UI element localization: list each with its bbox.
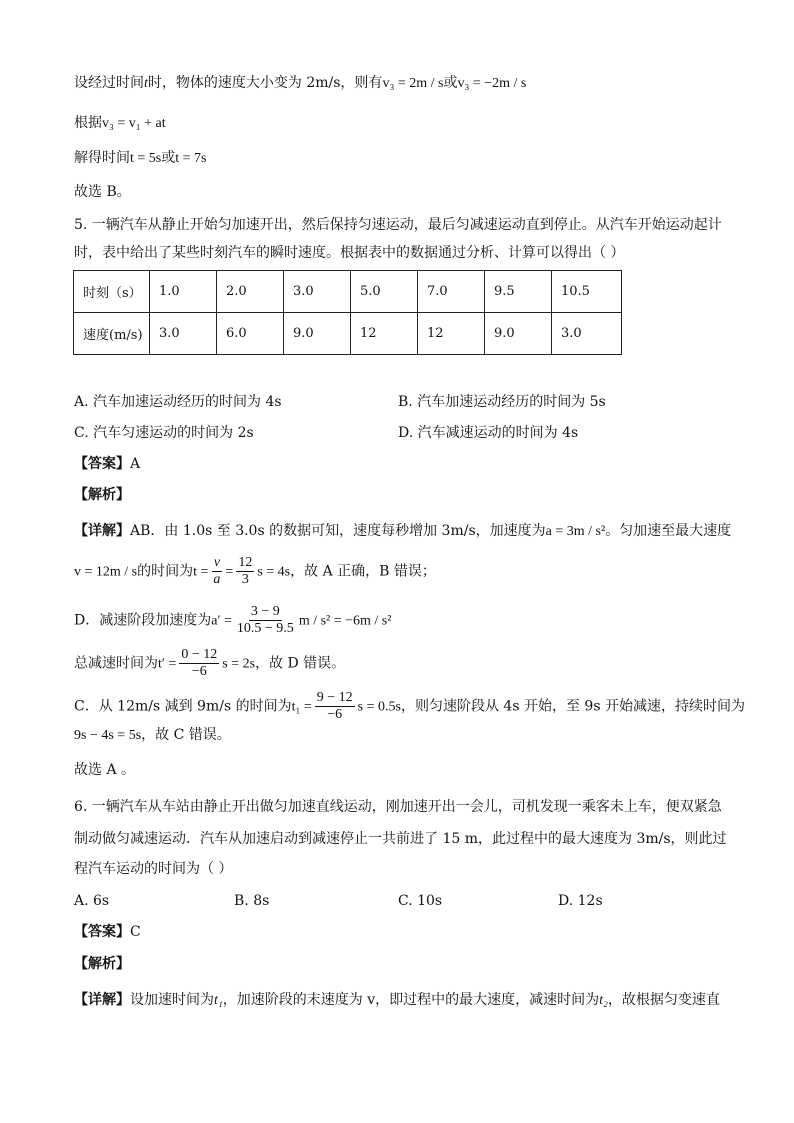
q5-option-d: D. 汽车减速运动的时间为 4s [398, 425, 579, 441]
equation: s = 2s [222, 656, 256, 672]
q5-option-b: B. 汽车加速运动经历的时间为 5s [398, 394, 606, 410]
detail-label: 【详解】 [74, 523, 130, 539]
q5-answer [74, 454, 140, 474]
text: ，故 A 正确，B 错误； [290, 563, 436, 580]
text: C．从 12m/s 减到 9m/s 的时间为 [74, 698, 292, 715]
text: 解得时间 [74, 150, 130, 166]
text: ，故 C 错误。 [141, 727, 231, 743]
equation: s = 0.5s [357, 699, 401, 715]
prev-line-2 [74, 113, 166, 134]
q6-stem-line-2: 制动做匀减速运动．汽车从加速启动到减速停止一共前进了 15 m，此过程中的最大速度为 3m/s，则此过 [74, 831, 727, 847]
q5-stem-line-1: 5. 一辆汽车从静止开始匀加速开出，然后保持匀速运动，最后匀减速运动直到停止。从汽车开始运动起计 [74, 217, 722, 233]
q6-stem-line-3: 程汽车运动的时间为（ ） [74, 861, 233, 877]
equation: t′ = [158, 656, 177, 672]
table-row [74, 271, 622, 313]
table-cell: 9.5 [485, 271, 552, 313]
table-cell: 12 [351, 313, 418, 355]
q5-final-answer: 故选 A 。 [74, 762, 136, 778]
equation: v₃ = −2m / s [457, 76, 527, 91]
detail-label: 【详解】 [74, 992, 130, 1008]
numerator: v [213, 555, 221, 570]
text: AB．由 1.0s 至 3.0s 的数据可知，速度每秒增加 3m/s，加速度为 [130, 523, 546, 539]
denominator: a [213, 572, 221, 587]
table-cell: 9.0 [485, 313, 552, 355]
text: 设经过时间 [74, 75, 144, 91]
table-cell: 3.0 [150, 313, 217, 355]
q5-table [73, 270, 622, 355]
prev-line-3 [74, 148, 206, 169]
equation: a = 3m / s² [545, 524, 606, 539]
table-cell: 12 [418, 313, 485, 355]
table-header-speed: 速度(m/s) [74, 313, 150, 355]
q5-analysis-label [74, 485, 130, 505]
text: 或 [161, 150, 176, 166]
equation: v₃ = v₁ + at [102, 116, 166, 131]
q5-option-c: C. 汽车匀速运动的时间为 2s [74, 425, 254, 441]
equation: t = 5s [130, 151, 162, 166]
q5-detail-line-5 [74, 690, 745, 723]
denominator: 10.5 − 9.5 [236, 621, 294, 636]
answer-label: 【答案】 [74, 456, 130, 472]
equation: v = 12m / s [74, 564, 138, 580]
answer-value: A [130, 456, 141, 472]
q6-detail-line-1 [74, 990, 720, 1011]
text: 或 [443, 75, 458, 91]
equation: v₃ = 2m / s [382, 76, 444, 91]
var-t1: t₁ [214, 993, 223, 1008]
q5-option-a: A. 汽车加速运动经历的时间为 4s [74, 394, 282, 410]
text: 时，物体的速度大小变为 2m/s，则有 [147, 75, 383, 91]
denominator: 3 [241, 572, 249, 587]
numerator: 9 − 12 [316, 690, 353, 705]
fraction [315, 690, 355, 723]
equation: a′ = [211, 613, 232, 629]
q6-option-d: D. 12s [558, 893, 603, 909]
equation: t = 7s [175, 151, 207, 166]
table-row [74, 313, 622, 355]
text: 。匀加速至最大速度 [605, 523, 732, 539]
table-cell: 1.0 [150, 271, 217, 313]
prev-line-1 [74, 73, 526, 94]
analysis-label: 【解析】 [74, 956, 130, 972]
text: ，故根据匀变速直 [607, 992, 720, 1008]
table-cell: 3.0 [552, 313, 622, 355]
equation: t₁ = [291, 699, 312, 715]
equation: s = 4s [257, 564, 291, 580]
prev-conclusion: 故选 B。 [74, 184, 131, 200]
fraction [179, 647, 219, 680]
text: 的时间为 [137, 563, 194, 580]
table-cell: 6.0 [217, 313, 284, 355]
equation: t = [193, 564, 209, 580]
fraction [236, 555, 254, 588]
q5-detail-line-1 [74, 521, 731, 542]
table-cell: 3.0 [284, 271, 351, 313]
table-header-time: 时刻（s） [74, 271, 150, 313]
analysis-label: 【解析】 [74, 487, 130, 503]
text: ，则匀速阶段从 4s 开始，至 9s 开始减速，持续时间为 [400, 698, 745, 715]
q6-option-a: A. 6s [74, 893, 110, 909]
text: 总减速时间为 [74, 655, 158, 672]
table-cell: 10.5 [552, 271, 622, 313]
q5-detail-line-4 [74, 647, 345, 680]
q6-option-c: C. 10s [398, 893, 443, 909]
q6-analysis-label [74, 954, 130, 974]
q5-stem-line-2: 时，表中给出了某些时刻汽车的瞬时速度。根据表中的数据通过分析、计算可以得出（ ） [74, 245, 625, 261]
answer-value: C [130, 924, 141, 940]
denominator: −6 [327, 707, 343, 722]
table-cell: 7.0 [418, 271, 485, 313]
q5-detail-line-2 [74, 555, 436, 588]
table-cell: 2.0 [217, 271, 284, 313]
text: ，故 D 错误。 [255, 655, 346, 672]
table-cell: 5.0 [351, 271, 418, 313]
numerator: 0 − 12 [181, 647, 218, 662]
table-cell: 9.0 [284, 313, 351, 355]
text: D．减速阶段加速度为 [74, 612, 212, 629]
denominator: −6 [191, 664, 207, 679]
var-t2: t₂ [599, 993, 608, 1008]
q5-detail-line-6 [74, 725, 231, 746]
numerator: 12 [238, 555, 253, 570]
text: 根据 [74, 115, 102, 131]
fraction [235, 604, 296, 637]
equation: 9s − 4s = 5s [74, 728, 142, 743]
q6-stem-line-1: 6. 一辆汽车从车站由静止开出做匀加速直线运动，刚加速开出一会儿，司机发现一乘客未上车，便双紧急 [74, 799, 722, 815]
text: 设加速时间为 [130, 992, 214, 1008]
answer-label: 【答案】 [74, 924, 130, 940]
equation: m / s² = −6m / s² [298, 613, 392, 629]
q6-answer [74, 922, 141, 942]
q6-option-b: B. 8s [234, 893, 270, 909]
text: ，加速阶段的末速度为 v，即过程中的最大速度，减速时间为 [222, 992, 600, 1008]
equation: = [225, 564, 234, 580]
q5-detail-line-3 [74, 604, 391, 637]
fraction [211, 555, 222, 588]
numerator: 3 − 9 [250, 604, 280, 619]
var-t: t [144, 76, 148, 91]
